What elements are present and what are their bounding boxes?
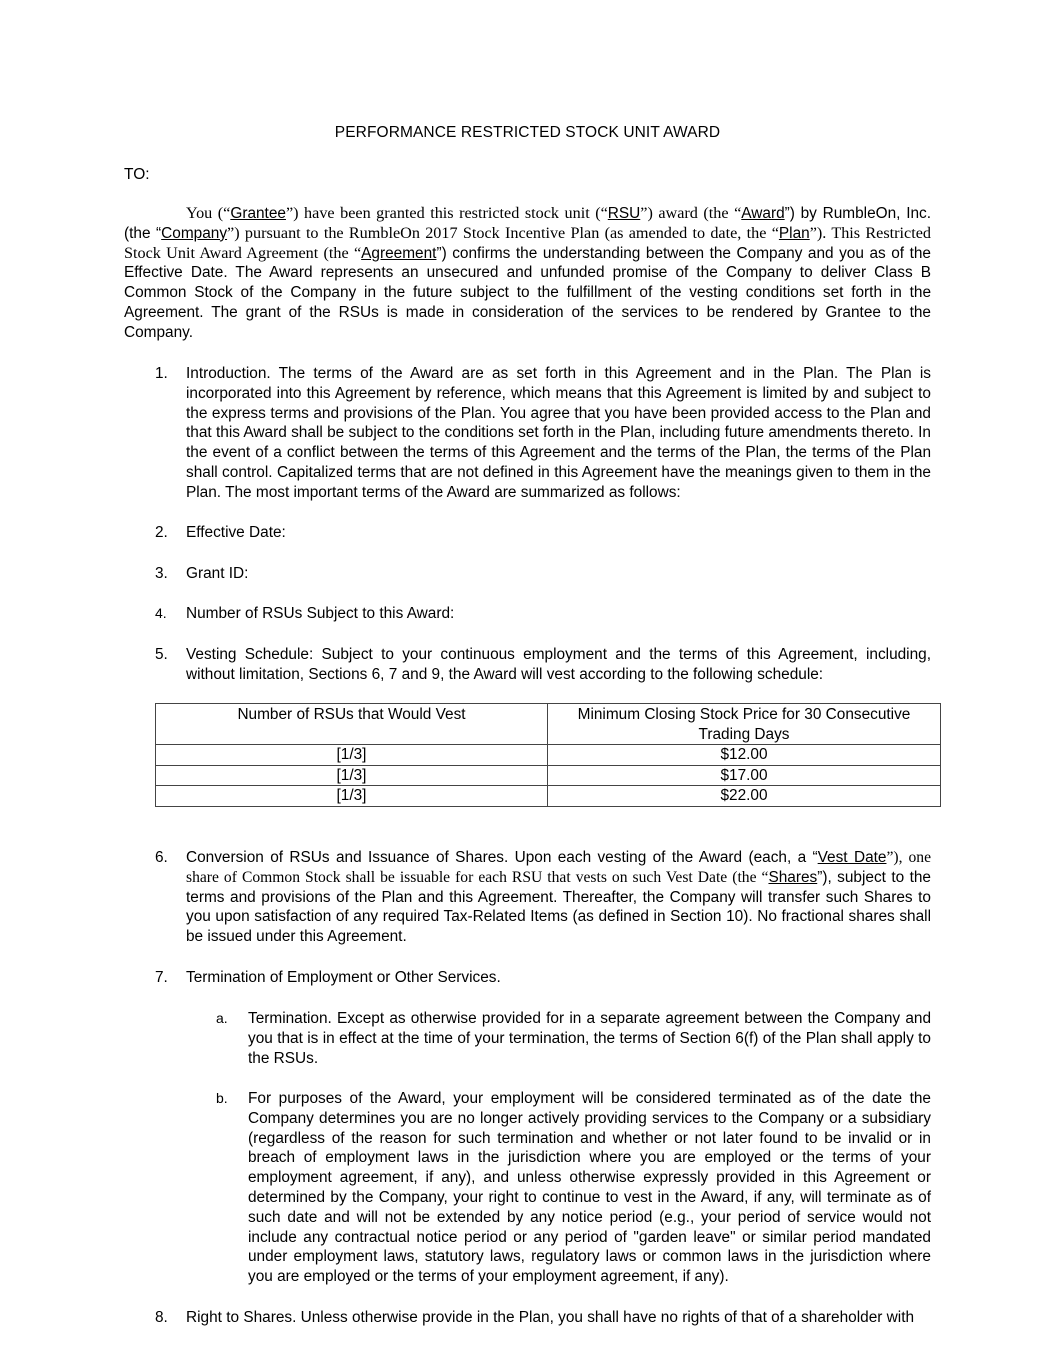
section-text: For purposes of the Award, your employment will be considered terminated as of the date the Company determines you are no longer actively providing services to the Company or a subsidiary (regardless of the reason for such termination and whether or not later found to be invalid or in breach of employment laws in the jurisdiction where you are employed or the terms of your employment agreement, if any), and unless otherwise expressly provided in this Agreement or determined by the Company, your right to continue to vest in the Award, if any, will terminate as of such date and will not be extended by any notice period (e.g., your period of service would not include any contractual notice period or any period of "garden leave" or similar period mandated under employment laws, statutory laws, regulatory laws or common laws in the jurisdiction where you are employed or the terms of your employment agreement, if any). <box>248 1090 931 1286</box>
intro-paragraph: You (“Grantee”) have been granted this restricted stock unit (“RSU”) award (the “Award”) by RumbleOn, Inc. (the “Company”) pursuant to the RumbleOn 2017 Stock Incentive Plan (as amended to date, the “Plan”). This Restricted Stock Unit Award Agreement (the “Agreement”) confirms the understanding between the Company and you as of the Effective Date. The Award represents an unsecured and unfunded promise of the Company to deliver Class B Common Stock of the Company in the future subject to the fulfillment of the vesting conditions set forth in the Agreement. The grant of the RSUs is made in consideration of the services to be rendered by Grantee to the Company. <box>124 204 932 341</box>
section-3 <box>124 564 931 584</box>
table-cell-rsus: [1/3] <box>156 786 548 807</box>
section-text: Effective Date: <box>186 524 286 541</box>
section-text: Termination. Except as otherwise provided for in a separate agreement between the Company and you that is in effect at the time of your termination, the terms of Section 6(f) of the Plan shall apply to the RSUs. <box>248 1010 931 1067</box>
table-header-rsus: Number of RSUs that Would Vest <box>156 704 548 745</box>
table-cell-rsus: [1/3] <box>156 745 548 766</box>
table-row <box>156 765 941 786</box>
section-number: 1. <box>155 365 168 382</box>
table-cell-price: $17.00 <box>548 765 941 786</box>
table-cell-price: $22.00 <box>548 786 941 807</box>
section-7a <box>186 1009 931 1068</box>
award-term: Award <box>741 205 785 222</box>
to-label: TO: <box>124 166 150 183</box>
section-5 <box>124 645 931 685</box>
section-number: 3. <box>155 565 168 582</box>
section-6 <box>124 848 931 947</box>
table-row <box>156 745 941 766</box>
section-7 <box>124 968 931 988</box>
agreement-term: Agreement <box>361 244 437 262</box>
company-term: Company <box>161 224 228 242</box>
section-7b <box>186 1089 931 1287</box>
section-text: Introduction. The terms of the Award are as set forth in this Agreement and in the Plan. The Plan is incorporated into this Agreement by reference, which means that this Agreement is limited by and subject to the express terms and provisions of the Plan. You agree that you have been provided access to the Plan and that this Award shall be subject to the conditions set forth in the Plan, including future amendments thereto. In the event of a conflict between the terms of this Agreement and the terms of the Plan, the terms of the Plan shall control. Capitalized terms that are not defined in this Agreement have the meanings given to them in the Plan. The most important terms of the Award are summarized as follows: <box>186 365 931 501</box>
grantee-term: Grantee <box>230 205 286 222</box>
section-text: Number of RSUs Subject to this Award: <box>186 605 455 622</box>
shares-term: Shares <box>768 868 818 886</box>
document-title: PERFORMANCE RESTRICTED STOCK UNIT AWARD <box>334 124 721 141</box>
section-8 <box>124 1308 931 1328</box>
subsection-letter: a. <box>216 1010 228 1026</box>
table-cell-price: $12.00 <box>548 745 941 766</box>
vest-date-term: Vest Date <box>817 849 887 866</box>
section-number: 5. <box>155 646 168 663</box>
section-2 <box>124 523 931 543</box>
section-number: 4. <box>155 605 167 621</box>
section-text: Grant ID: <box>186 565 249 582</box>
subsection-letter: b. <box>216 1090 228 1106</box>
rsu-term: RSU <box>607 205 641 222</box>
section-text: Vesting Schedule: Subject to your continuous employment and the terms of this Agreement, including, without limitation, Sections 6, 7 and 9, the Award will vest according to the following schedule: <box>186 646 931 683</box>
table-row <box>156 786 941 807</box>
section-number: 7. <box>155 969 168 986</box>
section-text: Conversion of RSUs and Issuance of Shares. Upon each vesting of the Award (each, a “Vest Date”), one share of Common Stock shall be issuable for each RSU that vests on such Vest Date (the “Shares”), subject to the terms and provisions of the Plan and this Agreement. Thereafter, the Company will transfer such Shares to you upon satisfaction of any required Tax-Related Items (as defined in Section 10). No fractional shares shall be issued under this Agreement. <box>186 849 931 946</box>
section-number: 2. <box>155 524 168 541</box>
section-number: 6. <box>155 849 168 866</box>
plan-term: Plan <box>778 224 810 242</box>
section-text: Right to Shares. Unless otherwise provide in the Plan, you shall have no rights of that of a shareholder with <box>186 1309 915 1326</box>
section-4 <box>124 604 931 624</box>
table-header-price: Minimum Closing Stock Price for 30 Consecutive Trading Days <box>548 704 941 745</box>
vesting-schedule-table <box>155 703 941 807</box>
section-text: Termination of Employment or Other Services. <box>186 969 501 986</box>
table-header-row <box>156 704 941 745</box>
table-cell-rsus: [1/3] <box>156 765 548 786</box>
section-1 <box>124 364 931 503</box>
section-number: 8. <box>155 1309 168 1326</box>
